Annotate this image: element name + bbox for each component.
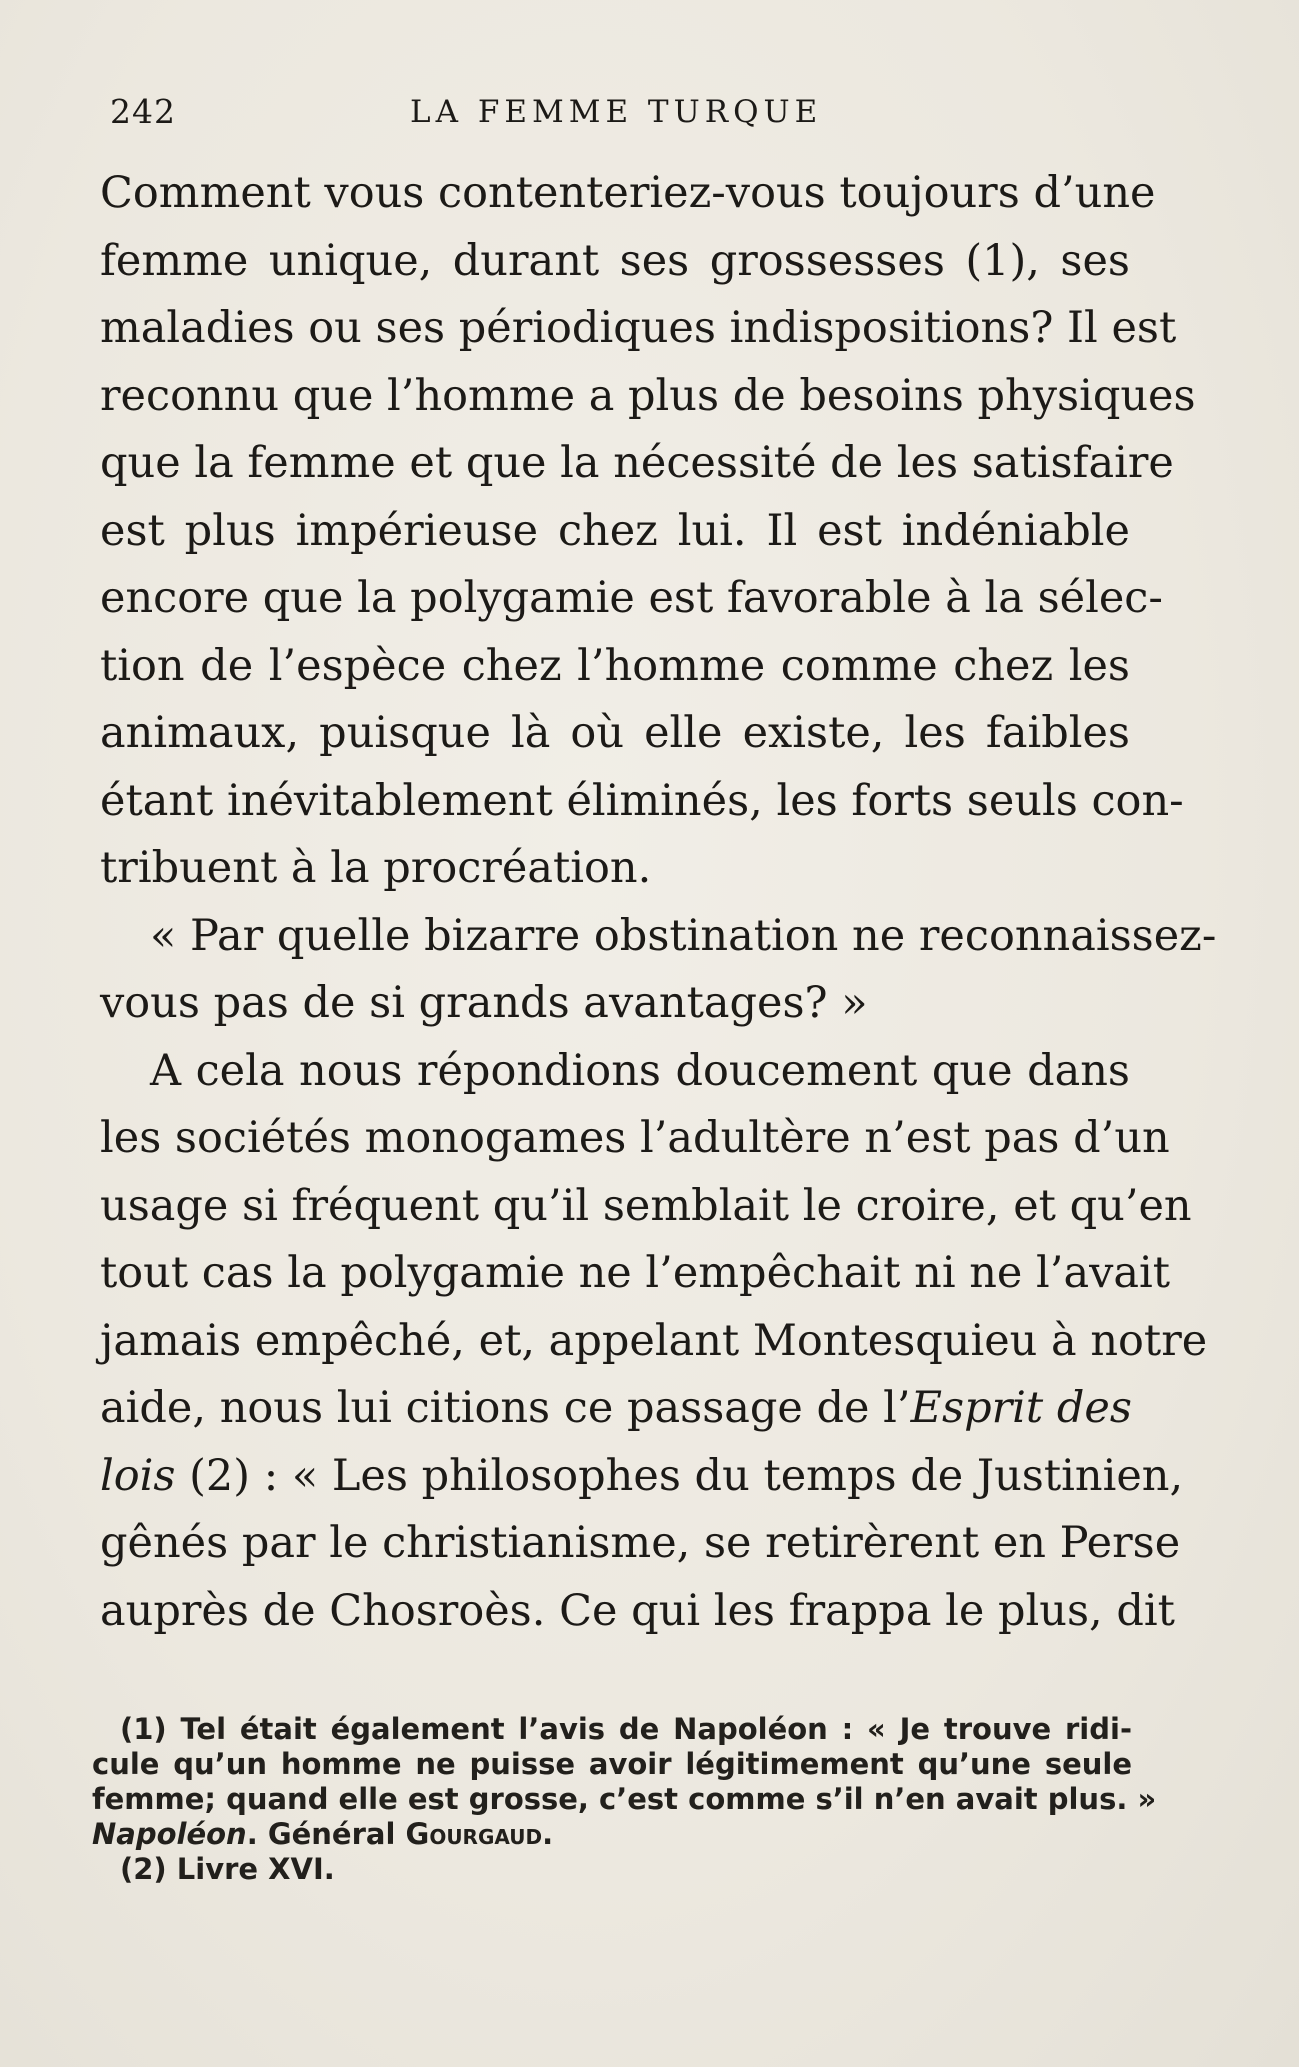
text-line: maladies ou ses périodiques indispositions? Il est (100, 303, 1177, 353)
italic-name: Napoléon (92, 1817, 247, 1851)
text-line: tion de l’espèce chez l’homme comme chez les (100, 640, 1130, 691)
text-line: reconnu que l’homme a plus de besoins physiques (100, 370, 1196, 421)
text-line: jamais empêché, et, appelant Montesquieu à notre (100, 1315, 1208, 1366)
text-line: vous pas de si grands avantages? » (100, 978, 868, 1028)
text-line: usage si fréquent qu’il semblait le croire, et qu’en (100, 1180, 1192, 1231)
text-line (100, 1443, 1184, 1511)
footnote-line: (1) Tel était également l’avis de Napoléon : « Je trouve ridi- (120, 1712, 1132, 1746)
text-line: tribuent à la procréation. (100, 843, 652, 893)
text-line: A cela nous répondions doucement que dans (150, 1045, 1130, 1096)
text-line (100, 1375, 1130, 1443)
text-line: étant inévitablement éliminés, les forts seuls con- (100, 775, 1184, 826)
body-text (100, 160, 1217, 1645)
footnote-line: (2) Livre XVI. (120, 1852, 335, 1886)
text-line: animaux, puisque là où elle existe, les faibles (100, 708, 1130, 758)
running-title: LA FEMME TURQUE (410, 94, 823, 130)
text-line: « Par quelle bizarre obstination ne reconnaissez- (150, 910, 1217, 961)
footnote-line: cule qu’un homme ne puisse avoir légitimement qu’une seule (92, 1747, 1132, 1781)
running-head (110, 92, 1150, 142)
footnote-line: femme; quand elle est grosse, c’est comme s’il n’en avait plus. » (92, 1782, 1157, 1816)
text-line: est plus impérieuse chez lui. Il est indéniable (100, 505, 1130, 556)
text-segment: . (542, 1817, 554, 1851)
text-line: femme unique, durant ses grossesses (1), ses (100, 235, 1130, 286)
page-number: 242 (110, 92, 176, 131)
text-line: tout cas la polygamie ne l’empêchait ni ne l’avait (100, 1248, 1171, 1298)
text-line: les sociétés monogames l’adultère n’est pas d’un (100, 1113, 1170, 1163)
italic-title: Esprit des (910, 1383, 1132, 1433)
footnotes (92, 1712, 1157, 1887)
text-line: que la femme et que la nécessité de les satisfaire (100, 438, 1174, 488)
author-name: Gourgaud (405, 1817, 543, 1851)
text-segment: (2) : « Les philosophes du temps de Justinien, (175, 1450, 1184, 1501)
text-line: Comment vous contenteriez-vous toujours d’une (100, 168, 1156, 218)
text-line: encore que la polygamie est favorable à la sélec- (100, 573, 1163, 623)
text-line: auprès de Chosroès. Ce qui les frappa le plus, dit (100, 1585, 1175, 1636)
italic-title: lois (100, 1450, 176, 1501)
footnote-line (92, 1817, 1132, 1852)
text-segment: aide, nous lui citions ce passage de l’ (100, 1383, 911, 1433)
text-line: gênés par le christianisme, se retirèrent en Perse (100, 1518, 1181, 1568)
text-segment: . Général (246, 1817, 406, 1851)
